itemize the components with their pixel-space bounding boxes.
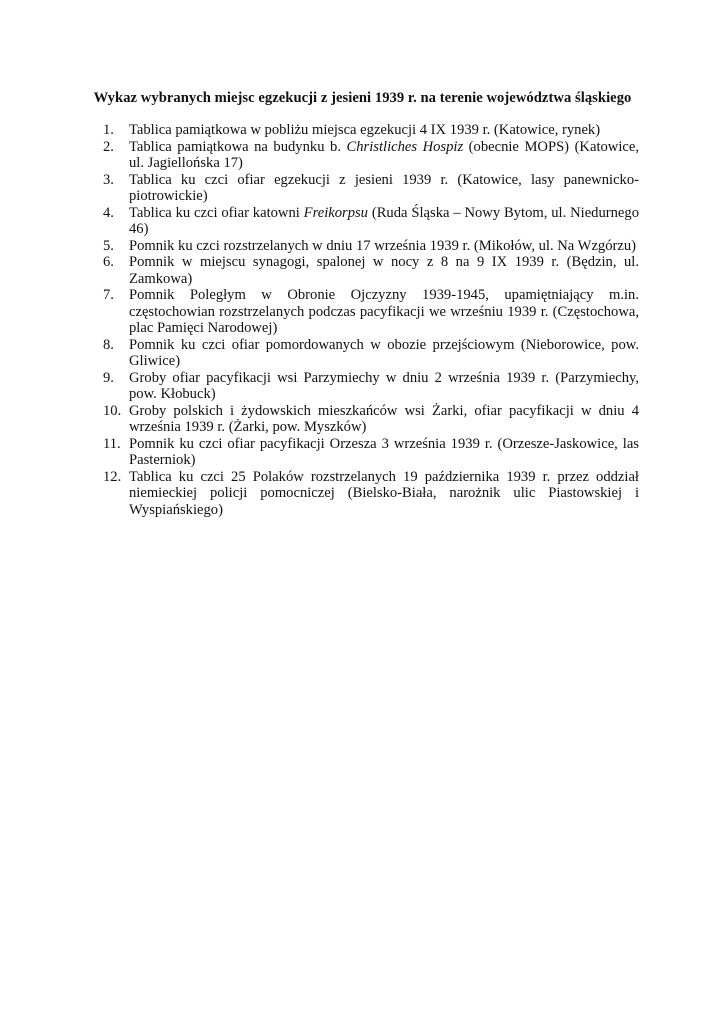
item-text: Tablica ku czci 25 Polaków rozstrzelanych 19 października 1939 r. przez oddział niemieckiej policji pomocniczej (Bielsko-Biała, narożnik ulic Piastowskiej i Wyspiańskiego) <box>129 468 639 518</box>
item-text: Tablica ku czci ofiar egzekucji z jesieni 1939 r. (Katowice, lasy panewnicko-piotrowickie) <box>129 171 639 204</box>
item-number: 1. <box>103 122 114 138</box>
item-number: 5. <box>103 237 114 254</box>
list-item <box>103 139 639 172</box>
item-text: Pomnik w miejscu synagogi, spalonej w nocy z 8 na 9 IX 1939 r. (Będzin, ul. Zamkowa) <box>129 254 639 287</box>
item-number: 11. <box>103 435 121 452</box>
list-item <box>103 122 639 139</box>
item-text: Groby polskich i żydowskich mieszkańców wsi Żarki, ofiar pacyfikacji w dniu 4 września 1939 r. (Żarki, pow. Myszków) <box>129 402 639 435</box>
item-number: 10. <box>103 402 122 419</box>
item-text: Tablica ku czci ofiar katowni Freikorpsu (Ruda Śląska – Nowy Bytom, ul. Niedurnego 46) <box>129 204 639 237</box>
item-number: 3. <box>103 171 114 188</box>
item-number: 7. <box>103 287 114 303</box>
list-item <box>103 254 639 287</box>
list-item <box>103 403 639 436</box>
list-item <box>103 172 639 205</box>
item-number: 8. <box>103 336 114 353</box>
list-item <box>103 436 639 469</box>
item-text: Pomnik Poległym w Obronie Ojczyzny 1939-1945, upamiętniający m.in. częstochowian rozstrzelanych podczas pacyfikacji we wrześniu 1939 r. (Częstochowa, plac Pamięci Narodowej) <box>129 287 639 336</box>
list-item <box>103 337 639 370</box>
item-number: 2. <box>103 138 114 155</box>
item-number: 12. <box>103 468 122 485</box>
item-number: 9. <box>103 369 114 386</box>
list-item <box>103 205 639 238</box>
item-text: Pomnik ku czci rozstrzelanych w dniu 17 września 1939 r. (Mikołów, ul. Na Wzgórzu) <box>129 237 637 254</box>
list-item <box>103 238 639 255</box>
item-text: Pomnik ku czci ofiar pomordowanych w obozie przejściowym (Nieborowice, pow. Gliwice) <box>129 336 639 369</box>
list-item <box>103 370 639 403</box>
list-item <box>103 469 639 519</box>
item-number: 4. <box>103 204 114 221</box>
list-item <box>103 287 639 337</box>
item-text: Groby ofiar pacyfikacji wsi Parzymiechy w dniu 2 września 1939 r. (Parzymiechy, pow. Kłobuck) <box>129 369 639 402</box>
item-text: Tablica pamiątkowa w pobliżu miejsca egzekucji 4 IX 1939 r. (Katowice, rynek) <box>129 122 601 138</box>
item-text: Tablica pamiątkowa na budynku b. Christliches Hospiz (obecnie MOPS) (Katowice, ul. Jagiellońska 17) <box>129 138 640 171</box>
item-number: 6. <box>103 254 114 270</box>
execution-sites-list <box>103 122 639 518</box>
item-text: Pomnik ku czci ofiar pacyfikacji Orzesza 3 września 1939 r. (Orzesze-Jaskowice, las Pasterniok) <box>129 435 639 468</box>
document-title: Wykaz wybranych miejsc egzekucji z jesieni 1939 r. na terenie województwa śląskiego <box>93 90 632 106</box>
